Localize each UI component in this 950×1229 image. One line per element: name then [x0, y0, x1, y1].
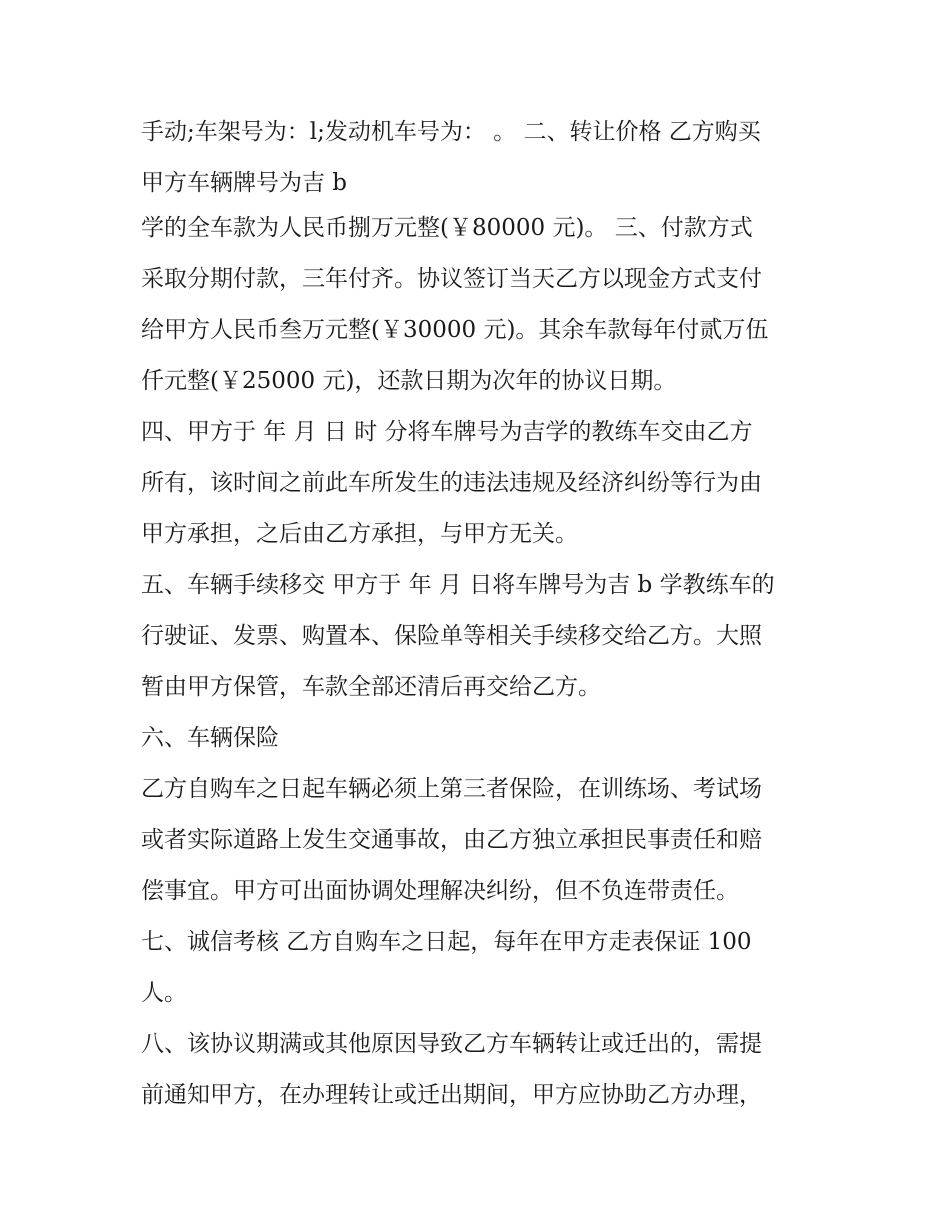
text-line: 采取分期付款，三年付齐。协议签订当天乙方以现金方式支付 [141, 266, 762, 292]
text-line: 五、车辆手续移交 甲方于 年 月 日将车牌号为吉 b 学教练车的 [141, 572, 775, 598]
text-line: 七、诚信考核 乙方自购车之日起，每年在甲方走表保证 100 [141, 929, 752, 955]
text-line: 或者实际道路上发生交通事故，由乙方独立承担民事责任和赔 [141, 827, 762, 853]
section-heading: 六、车辆保险 [141, 725, 279, 751]
text-line: 四、甲方于 年 月 日 时 分将车牌号为吉学的教练车交由乙方 [141, 419, 753, 445]
text-line: 所有，该时间之前此车所发生的违法违规及经济纠纷等行为由 [141, 470, 762, 496]
text-line: 人。 [141, 980, 187, 1006]
text-line: 手动;车架号为：l;发动机车号为： 。 二、转让价格 乙方购买 [141, 119, 761, 145]
text-line: 仟元整(￥25000 元)，还款日期为次年的协议日期。 [141, 368, 677, 394]
text-line: 学的全车款为人民币捌万元整(￥80000 元)。 三、付款方式 [141, 215, 753, 241]
text-line: 给甲方人民币叁万元整(￥30000 元)。其余车款每年付贰万伍 [141, 317, 769, 343]
contract-text [141, 110, 821, 1124]
text-line: 暂由甲方保管，车款全部还清后再交给乙方。 [141, 674, 601, 700]
text-line: 甲方承担，之后由乙方承担，与甲方无关。 [141, 521, 578, 547]
text-line: 行驶证、发票、购置本、保险单等相关手续移交给乙方。大照 [141, 623, 762, 649]
text-line: 甲方车辆牌号为吉 b [141, 170, 348, 196]
text-line: 前通知甲方，在办理转让或迁出期间，甲方应协助乙方办理， [141, 1082, 762, 1108]
text-line: 偿事宜。甲方可出面协调处理解决纠纷，但不负连带责任。 [141, 878, 739, 904]
text-line: 八、该协议期满或其他原因导致乙方车辆转让或迁出的，需提 [141, 1031, 762, 1057]
text-line: 乙方自购车之日起车辆必须上第三者保险，在训练场、考试场 [141, 776, 762, 802]
